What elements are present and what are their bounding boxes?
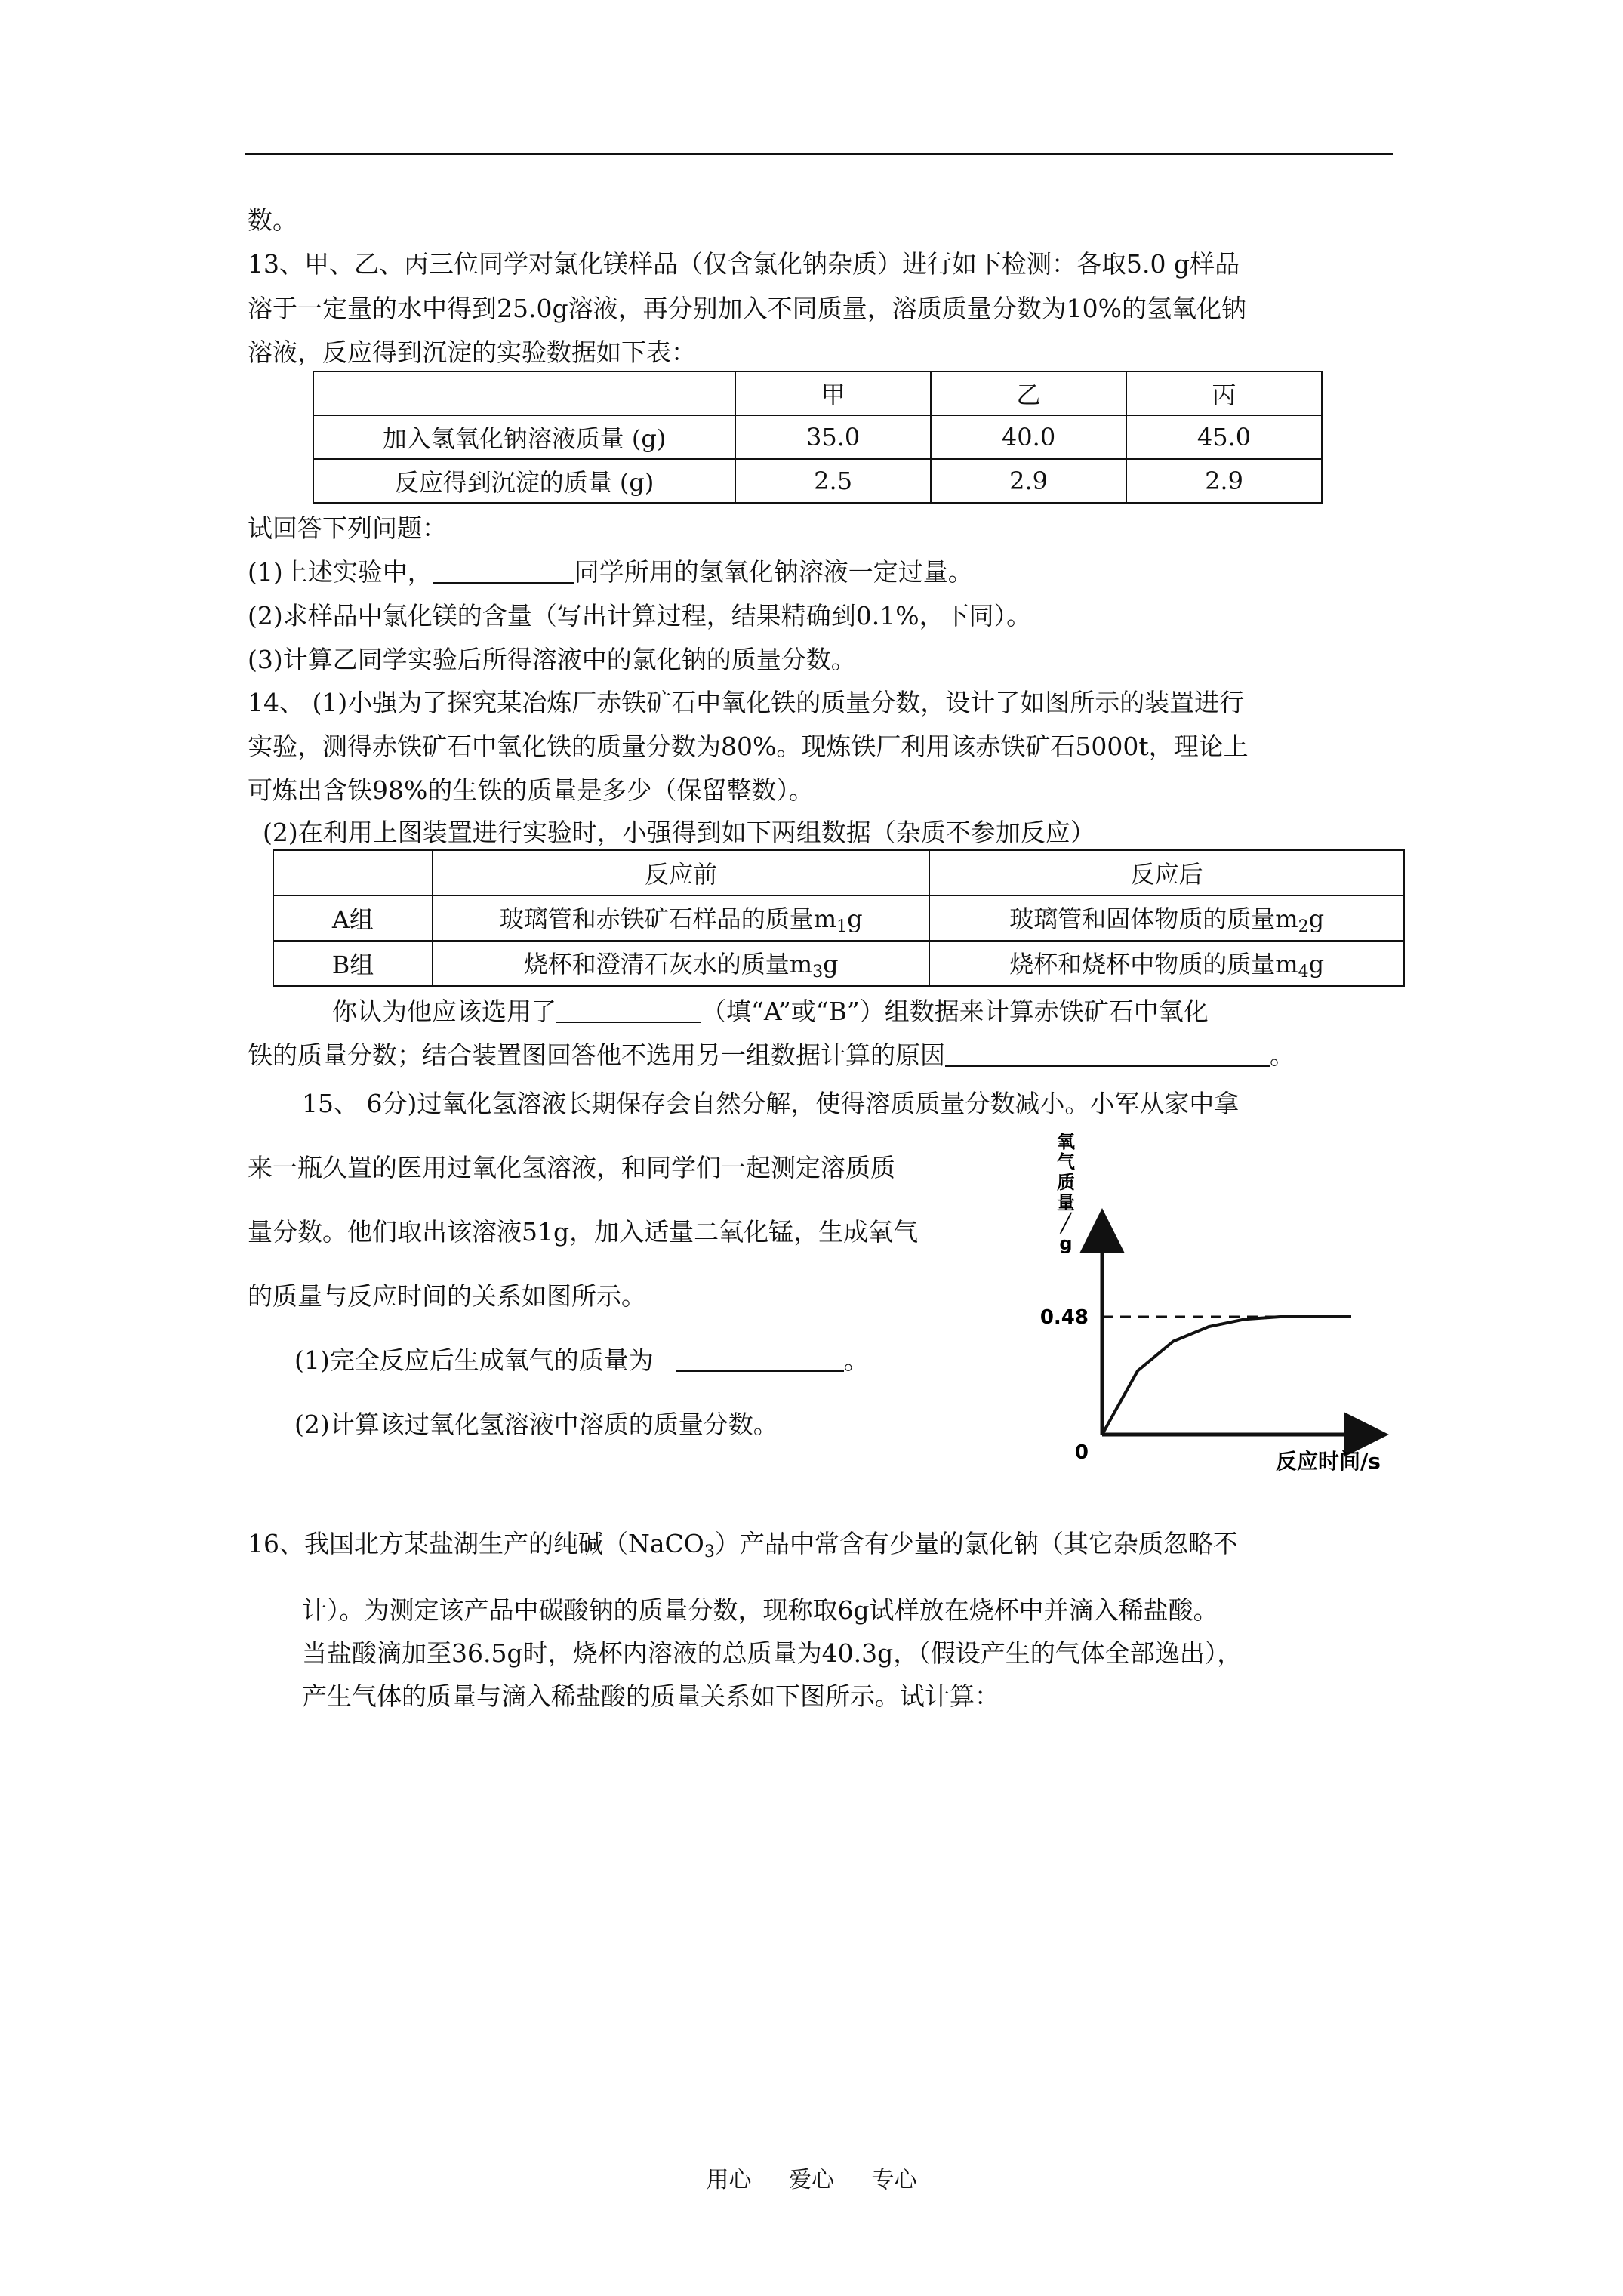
q14-line-2: 实验，测得赤铁矿石中氧化铁的质量分数为80%。现炼铁厂利用该赤铁矿石5000t，理论上: [248, 732, 1249, 761]
y-axis-label-char: ╱: [1060, 1213, 1072, 1234]
q16-line-4: 产生气体的质量与滴入稀盐酸的质量关系如下图所示。试计算：: [302, 1681, 999, 1711]
row-label: 加入氢氧化钠溶液质量 (g): [313, 415, 735, 459]
answer-blank[interactable]: [433, 559, 574, 584]
y-axis-label-char: g: [1059, 1233, 1073, 1254]
header-before: 反应前: [433, 850, 929, 895]
y-axis-label-char: 质: [1057, 1172, 1075, 1193]
q16-line-2: 计）。为测定该产品中碳酸钠的质量分数，现称取6g试样放在烧杯中并滴入稀盐酸。: [302, 1595, 1218, 1625]
q14-line-1: 14、 (1)小强为了探究某冶炼厂赤铁矿石中氧化铁的质量分数，设计了如图所示的装置进行: [248, 688, 1245, 717]
q15-line-1: 15、 6分)过氧化氢溶液长期保存会自然分解，使得溶质质量分数减小。小军从家中拿: [302, 1089, 1240, 1118]
q15-part-2: (2)计算该过氧化氢溶液中溶质的质量分数。: [294, 1410, 778, 1439]
q15-line-2: 来一瓶久置的医用过氧化氢溶液，和同学们一起测定溶质质: [248, 1153, 895, 1182]
q14-line-6: 铁的质量分数；结合装置图回答他不选用另一组数据计算的原因 。: [248, 1040, 1295, 1070]
header-yi: 乙: [931, 371, 1126, 415]
oxygen-mass-chart: [1027, 1133, 1404, 1472]
page-footer: 用心 爱心 专心: [706, 2167, 917, 2193]
q13-line-3: 溶液，反应得到沉淀的实验数据如下表：: [248, 337, 696, 367]
q14-data-table: [273, 849, 1405, 987]
table-row: B组 烧杯和澄清石灰水的质量$m_3g$ 烧杯和烧杯中物质的质量$m_4g$: [273, 941, 1404, 986]
table-row: A组 玻璃管和赤铁矿石样品的质量$m_1g$ 玻璃管和固体物质的质量$m_2g$: [273, 895, 1404, 941]
row-label: 反应得到沉淀的质量 (g): [313, 459, 735, 503]
x-axis-label: 反应时间/s: [1276, 1449, 1381, 1472]
answer-blank[interactable]: [556, 999, 701, 1023]
answer-blank[interactable]: [676, 1348, 844, 1372]
y-tick-label: 0.48: [1039, 1306, 1089, 1329]
y-axis-label-char: 量: [1057, 1192, 1075, 1213]
table-row: 加入氢氧化钠溶液质量 (g) 35.0 40.0 45.0: [313, 415, 1322, 459]
q15-part-1: (1)完全反应后生成氧气的质量为 。: [294, 1345, 869, 1375]
y-axis-label: [1057, 1133, 1076, 1254]
header-bing: 丙: [1126, 371, 1322, 415]
intro-tail: 数。: [248, 205, 297, 235]
q15-line-4: 的质量与反应时间的关系如图所示。: [248, 1281, 646, 1311]
q13-part-3: (3)计算乙同学实验后所得溶液中的氯化钠的质量分数。: [248, 645, 856, 674]
y-axis-label-char: 气: [1057, 1151, 1075, 1173]
group-a-label: A组: [273, 895, 433, 941]
group-b-label: B组: [273, 941, 433, 986]
header-rule: [245, 153, 1393, 155]
header-after: 反应后: [929, 850, 1404, 895]
table-row: 反应得到沉淀的质量 (g) 2.5 2.9 2.9: [313, 459, 1322, 503]
q14-line-4: (2)在利用上图装置进行实验时，小强得到如下两组数据（杂质不参加反应）: [263, 818, 1095, 847]
q13-line-1: 13、甲、乙、丙三位同学对氯化镁样品（仅含氯化钠杂质）进行如下检测：各取5.0 g样品: [248, 249, 1240, 279]
answer-blank[interactable]: [945, 1043, 1270, 1067]
q13-line-2: 溶于一定量的水中得到25.0g溶液，再分别加入不同质量，溶质质量分数为10%的氢氧化钠: [248, 294, 1246, 323]
q16-line-3: 当盐酸滴加至36.5g时，烧杯内溶液的总质量为40.3g，（假设产生的气体全部逸出），: [302, 1638, 1243, 1668]
q13-prompt: 试回答下列问题：: [248, 513, 447, 543]
q15-line-3: 量分数。他们取出该溶液51g，加入适量二氧化锰，生成氧气: [248, 1217, 919, 1247]
q13-part-2: (2)求样品中氯化镁的含量（写出计算过程，结果精确到0.1%，下同）。: [248, 601, 1032, 630]
q13-data-table: [313, 371, 1323, 504]
q13-part-1: (1)上述实验中， 同学所用的氢氧化钠溶液一定过量。: [248, 557, 973, 587]
y-axis-label-char: 氧: [1057, 1133, 1075, 1152]
q16-line-1: 16、我国北方某盐湖生产的纯碱（NaCO$_3$）产品中常含有少量的氯化钠（其它杂质忽略不: [248, 1529, 1238, 1561]
q14-line-3: 可炼出含铁98%的生铁的质量是多少（保留整数）。: [248, 775, 814, 805]
header-jia: 甲: [735, 371, 931, 415]
q14-line-5: 你认为他应该选用了 （填“A”或“B”）组数据来计算赤铁矿石中氧化: [332, 997, 1209, 1026]
origin-label: 0: [1074, 1441, 1089, 1464]
oxygen-curve: [1102, 1317, 1351, 1435]
